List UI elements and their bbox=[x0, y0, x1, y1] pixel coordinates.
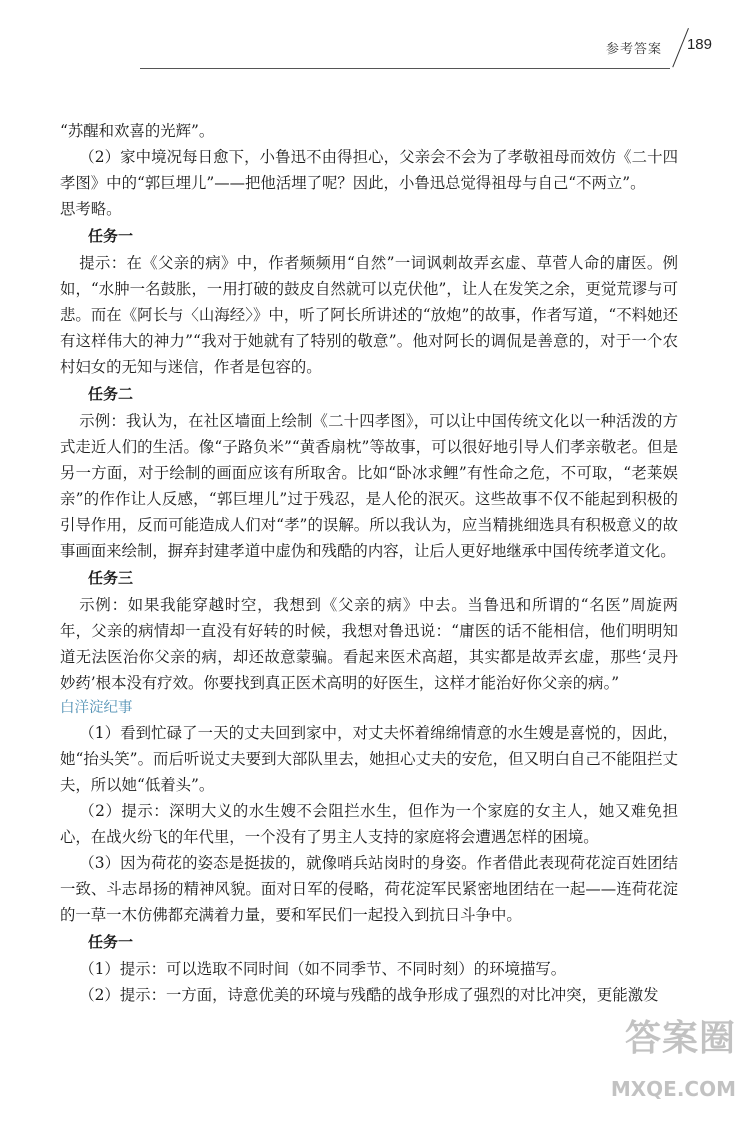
task-heading: 任务三 bbox=[88, 569, 134, 587]
page-number: 189 bbox=[686, 36, 712, 53]
body-paragraph: （1）看到忙碌了一天的丈夫回到家中，对丈夫怀着绵绵情意的水生嫂是喜悦的，因此，她“抬头笑”。而后听说丈夫要到大部队里去，她担心丈夫的安危，但又明白自己不能阻拦丈夫，所以她“低着头”。 bbox=[60, 724, 678, 794]
body-paragraph: （2）提示：一方面，诗意优美的环境与残酷的战争形成了强烈的对比冲突，更能激发 bbox=[79, 986, 659, 1004]
body-paragraph: 示例：如果我能穿越时空，我想到《父亲的病》中去。当鲁迅和所谓的“名医”周旋两年，父亲的病情却一直没有好转的时候，我想对鲁迅说：“庸医的话不能相信，他们明明知道无法医治你父亲的病，却还故意蒙骗。看起来医术高超，其实都是故弄玄虚，那些‘灵丹妙药’根本没有疗效。你要找到真正医术高明的好医生，这样才能治好你父亲的病。” bbox=[60, 596, 678, 692]
header-label: 参考答案 bbox=[605, 42, 662, 57]
watermark-text: 答案圈 bbox=[624, 1018, 736, 1059]
body-paragraph: 示例：我认为，在社区墙面上绘制《二十四孝图》，可以让中国传统文化以一种活泼的方式走近人们的生活。像“子路负米”“黄香扇枕”等故事，可以很好地引导人们孝亲敬老。但是另一方面，对于绘制的画面应该有所取舍。比如“卧冰求鲤”有性命之危，不可取，“老莱娱亲”的作作让人反感，“郭巨埋儿”过于残忍，是人伦的泯灭。这些故事不仅不能起到积极的引导作用，反而可能造成人们对“孝”的误解。所以我认为，应当精挑细选具有积极意义的故事画面来绘制，摒弃封建孝道中虚伪和残酷的内容，让后人更好地继承中国传统孝道文化。 bbox=[60, 412, 678, 560]
watermark-url: MXQE.COM bbox=[610, 1077, 736, 1101]
body-paragraph: （1）提示：可以选取不同时间（如不同季节、不同时刻）的环境描写。 bbox=[79, 960, 567, 978]
section-title: 白洋淀纪事 bbox=[60, 700, 133, 716]
watermark-logo bbox=[586, 1010, 736, 1105]
body-paragraph: “苏醒和欢喜的光辉”。 bbox=[60, 122, 215, 140]
body-paragraph: 提示：在《父亲的病》中，作者频频用“自然”一词讽刺故弄玄虚、草菅人命的庸医。例如，“水肿一名鼓胀，一用打破的鼓皮自然就可以克伏他”，让人在发笑之余，更觉荒谬与可悲。而在《阿长与〈山海经〉》中，听了阿长所讲述的“放炮”的故事，作者写道，“不料她还有这样伟大的神力”“我对于她就有了特别的敬意”。他对阿长的调侃是善意的，对于一个农村妇女的无知与迷信，作者是包容的。 bbox=[60, 254, 678, 376]
body-paragraph: 思考略。 bbox=[60, 200, 122, 218]
task-heading: 任务二 bbox=[88, 385, 134, 403]
header-rule bbox=[140, 68, 670, 69]
page-header bbox=[0, 28, 750, 68]
body-paragraph: （2）家中境况每日愈下，小鲁迅不由得担心，父亲会不会为了孝敬祖母而效仿《二十四孝图》中的“郭巨埋儿”——把他活埋了呢？因此，小鲁迅总觉得祖母与自己“不两立”。 bbox=[60, 148, 678, 192]
body-paragraph: （2）提示：深明大义的水生嫂不会阻拦水生，但作为一个家庭的女主人，她又难免担心，在战火纷飞的年代里，一个没有了男主人支持的家庭将会遭遇怎样的困境。 bbox=[60, 802, 678, 846]
page-body bbox=[60, 118, 678, 1008]
task-heading: 任务一 bbox=[88, 933, 134, 951]
body-paragraph: （3）因为荷花的姿态是挺拔的，就像哨兵站岗时的身姿。作者借此表现荷花淀百姓团结一致、斗志昂扬的精神风貌。面对日军的侵略，荷花淀军民紧密地团结在一起——连荷花淀的一草一木仿佛都充满着力量，要和军民们一起投入到抗日斗争中。 bbox=[60, 854, 678, 924]
task-heading: 任务一 bbox=[88, 227, 134, 245]
